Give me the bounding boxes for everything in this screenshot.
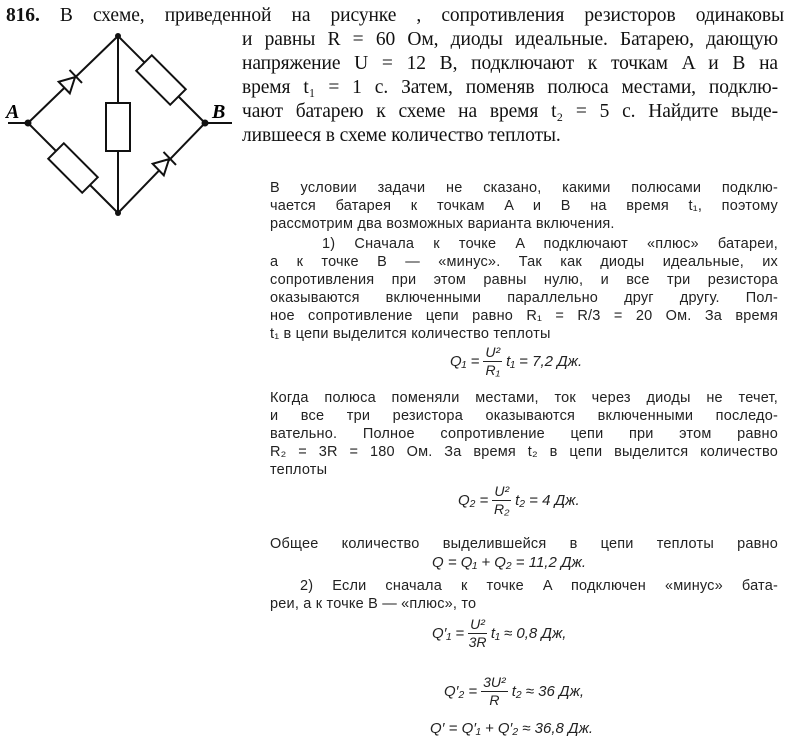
formula-q-prime-total: Q′ = Q′₁ + Q′₂ ≈ 36,8 Дж. [430,720,594,737]
node-b [202,120,209,127]
node-top [115,33,121,39]
problem-line: 816. В схеме, приведенной на рисунке , сопротивления резисторов одинаковы [6,5,784,26]
solution-line: рассмотрим два возможных варианта включения. [270,216,615,232]
solution-line: реи, а к точке B — «плюс», то [270,596,477,612]
node-bottom [115,210,121,216]
solution-line: теплоты [270,462,328,478]
solution-line: 2) Если сначала к точке A подключен «минус» бата- [300,578,778,594]
fraction: $\frac{\text{3U²}}{R}$ [483,674,506,708]
solution-line: чается батарея к точкам A и B на время t₁, поэтому [270,198,778,214]
solution-line: вательно. Полное сопротивление цепи при этом равно [270,426,778,442]
node-a [25,120,32,127]
problem-line: лившееся в схеме количество теплоты. [242,125,561,146]
formula-q1: Q₁ = $\frac{\text{U²}}{\text{R₁}}$ t₁ = 7,2 Дж. [450,344,583,378]
resistor-top-right [136,55,185,104]
solution-line: ное сопротивление цепи равно R₁ = R/3 = 20 Ом. За время [270,308,778,324]
label-a: A [6,101,20,123]
formula-q1-prime: Q′₁ = $\frac{\text{U²}}{3R}$ t₁ ≈ 0,8 Дж, [432,616,567,650]
solution-line: R₂ = 3R = 180 Ом. За время t₂ в цепи выделится количество [270,444,778,460]
formula-q2-prime: Q′₂ = $\frac{\text{3U²}}{R}$ t₂ ≈ 36 Дж, [444,674,585,708]
solution-line: а к точке B — «минус». Так как диоды идеальные, их [270,254,778,270]
circuit-diagram [0,18,245,223]
label-b: B [212,101,226,123]
problem-number: 816. [6,5,40,26]
solution-line: 1) Сначала к точке A подключают «плюс» батареи, [322,236,778,252]
problem-line: и равны R = 60 Ом, диоды идеальные. Батарею, дающую [242,29,778,50]
solution-line: сопротивления при этом равны нулю, и все три резистора [270,272,778,288]
solution-line: и все три резистора оказываются включенными последо- [270,408,778,424]
formula-q-total: Q = Q₁ + Q₂ = 11,2 Дж. [432,554,587,571]
problem-line: время t₁ = 1 с. Затем, поменяв полюса местами, подклю- [242,77,778,98]
solution-line: оказываются включенными параллельно друг другу. Пол- [270,290,778,306]
resistor-bottom-left [48,143,97,192]
solution-line: Когда полюса поменяли местами, ток через диоды не течет, [270,390,778,406]
problem-line: чают батарею к схеме на время t₂ = 5 с. Найдите выде- [242,101,778,122]
fraction: $\frac{\text{U²}}{3R}$ [468,616,487,650]
resistor-middle [106,103,130,151]
problem-line: напряжение U = 12 В, подключают к точкам A и B на [242,53,778,74]
formula-q2: Q₂ = $\frac{\text{U²}}{\text{R₂}}$ t₂ = 4 Дж. [458,483,580,517]
fraction: $\frac{\text{U²}}{\text{R₂}}$ [493,483,510,517]
solution-line: Общее количество выделившейся в цепи теплоты равно [270,536,778,552]
solution-line: t₁ в цепи выделится количество теплоты [270,326,551,342]
solution-line: В условии задачи не сказано, какими полюсами подклю- [270,180,778,196]
fraction: $\frac{\text{U²}}{\text{R₁}}$ [485,344,501,378]
